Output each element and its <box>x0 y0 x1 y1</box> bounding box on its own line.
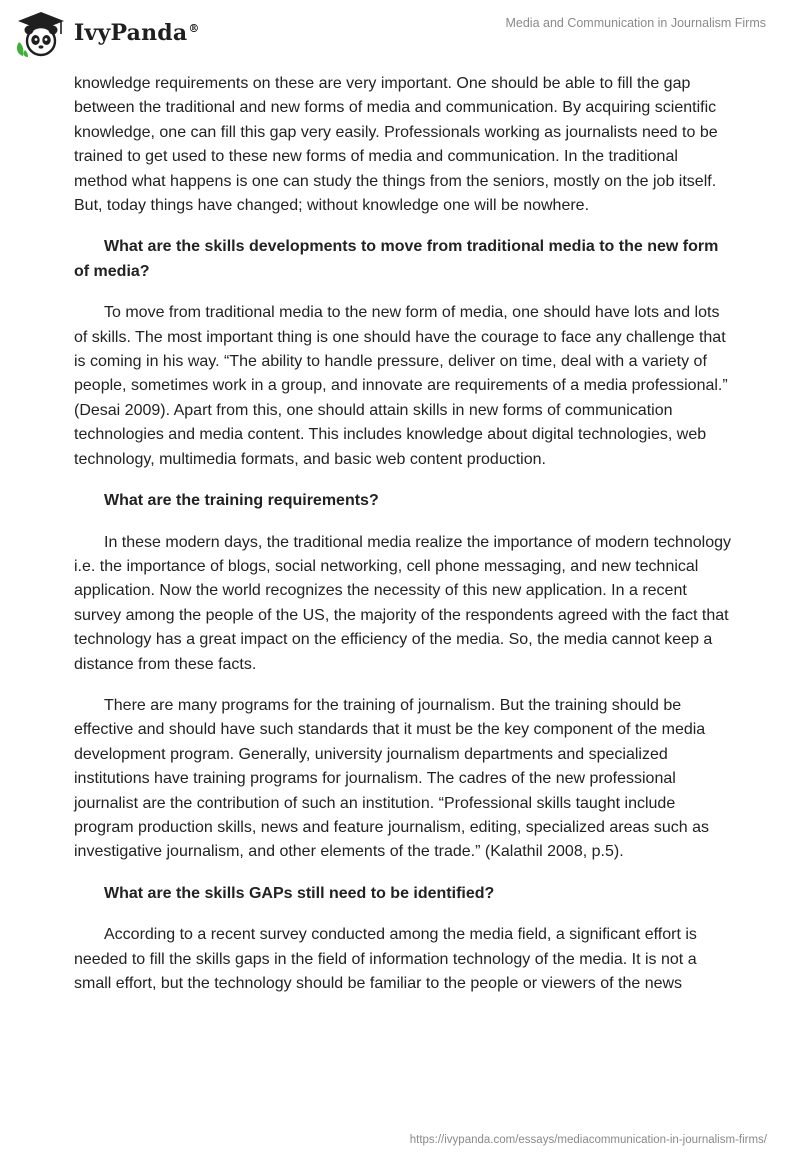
brand-text: IvyPanda <box>74 20 188 46</box>
document-title: Media and Communication in Journalism Firms <box>505 16 766 30</box>
paragraph-0: knowledge requirements on these are very important. One should be able to fill the gap between the traditional and new forms of media and communication. By acquiring scientific knowledge, one can fill this gap very easily. Professionals working as journalists need to be trained to get used to these new forms of media and communication. In the traditional method what happens is one can study the things from the seniors, mostly on the job itself. But, today things have changed; without knowledge one will be nowhere. <box>74 75 718 215</box>
brand-name[interactable] <box>74 20 200 46</box>
essay-body <box>74 72 734 1013</box>
paragraph-3: There are many programs for the training of journalism. But the training should be effective and should have such standards that it must be the key component of the media development program. Generally, university journalism departments and specialized institutions have training programs for journalism. The cadres of the new professional journalist are the contribution of such an institution. “Professional skills taught include program production skills, news and feature journalism, editing, specialized areas such as investigative journalism, and other elements of the trade.” (Kalathil 2008, p.5). <box>74 696 709 861</box>
section-heading-skills-gaps: What are the skills GAPs still need to be identified? <box>104 884 495 902</box>
registered-mark: ® <box>188 21 200 35</box>
paragraph-4: According to a recent survey conducted among the media field, a significant effort is needed to fill the skills gaps in the field of information technology of the media. It is not a small effort, but the technology should be familiar to the people or viewers of the news <box>74 926 697 992</box>
section-heading-skills-development: What are the skills developments to move from traditional media to the new form of media? <box>74 238 719 280</box>
section-heading-training-requirements: What are the training requirements? <box>104 492 379 510</box>
source-url-link[interactable]: https://ivypanda.com/essays/mediacommunication-in-journalism-firms/ <box>409 1134 767 1146</box>
page-header <box>0 0 800 70</box>
ivypanda-logo-icon[interactable] <box>14 10 68 58</box>
paragraph-1: To move from traditional media to the new form of media, one should have lots and lots of skills. The most important thing is one should have the courage to face any challenge that is coming in his way. “The ability to handle pressure, deliver on time, deal with a variety of people, sometimes work in a group, and innovate are requirements of a media professional.” (Desai 2009). Apart from this, one should attain skills in new forms of communication technologies and media content. This includes knowledge about digital technologies, web technology, multimedia formats, and basic web content production. <box>74 304 728 468</box>
paragraph-2: In these modern days, the traditional media realize the importance of modern technology i.e. the importance of blogs, social networking, cell phone messaging, and new technical application. Now the world recognizes the necessity of this new application. In a recent survey among the people of the US, the majority of the respondents agreed with the fact that technology has a great impact on the efficiency of the media. So, the media cannot keep a distance from these facts. <box>74 533 732 673</box>
